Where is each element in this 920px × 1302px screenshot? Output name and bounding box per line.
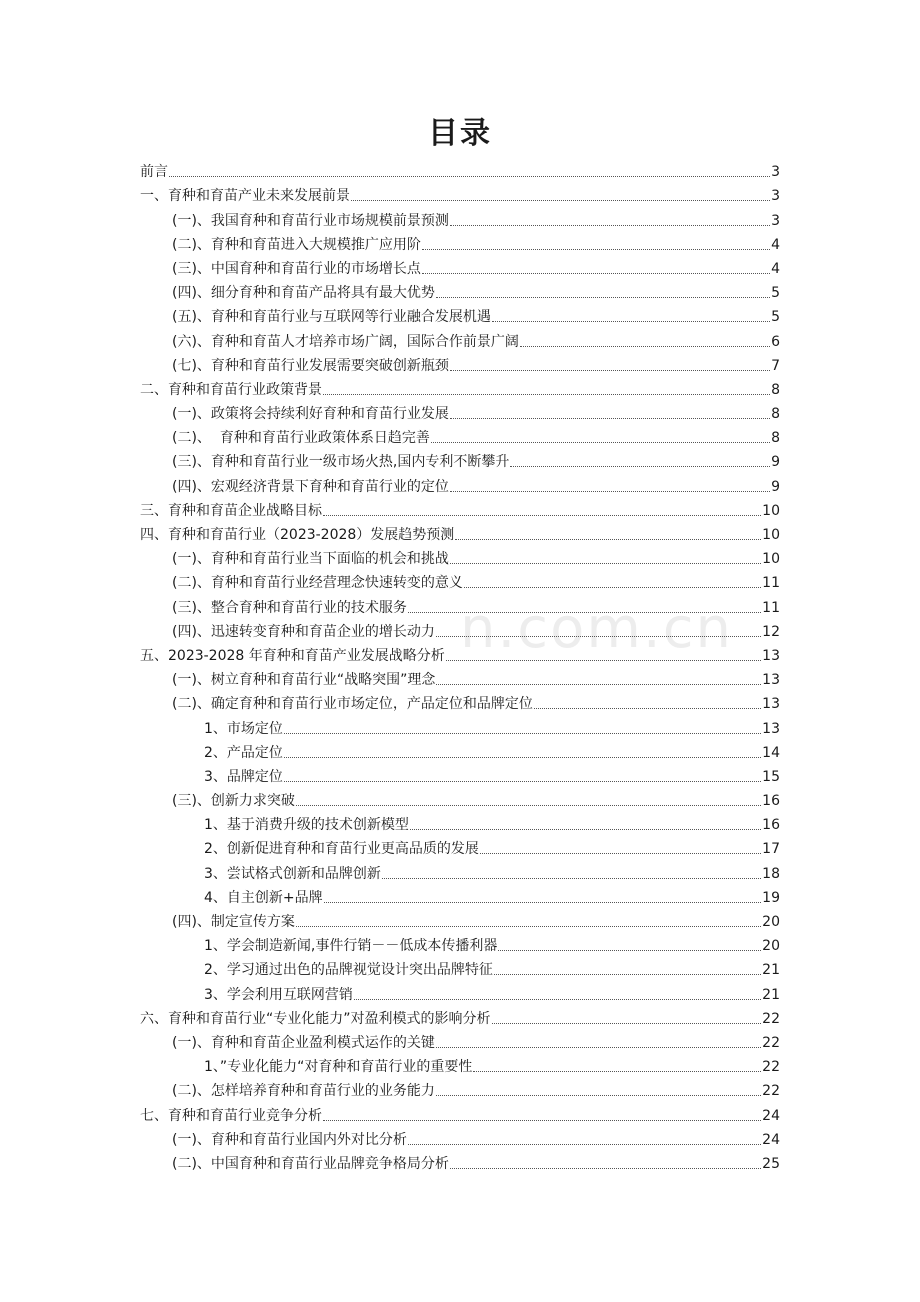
toc-entry[interactable]: [172, 617, 780, 641]
toc-entry[interactable]: [172, 1149, 780, 1173]
toc-entry-page-number: 17: [762, 841, 780, 858]
toc-dot-leader: [324, 901, 762, 903]
toc-entry-title: 1、基于消费升级的技术创新模型: [204, 817, 409, 834]
toc-dot-leader: [446, 659, 761, 661]
toc-entry-title: 2、创新促进育种和育苗行业更高品质的发展: [204, 841, 479, 858]
toc-entry-page-number: 13: [762, 696, 780, 713]
toc-entry-page-number: 3: [771, 212, 780, 229]
toc-dot-leader: [450, 224, 770, 226]
toc-entry-title: 2、产品定位: [204, 744, 283, 761]
toc-entry[interactable]: [172, 544, 780, 568]
toc-entry-page-number: 22: [762, 1059, 780, 1076]
toc-entry-page-number: 9: [771, 478, 780, 495]
toc-entry[interactable]: [140, 157, 780, 181]
toc-dot-leader: [450, 1167, 761, 1169]
toc-entry-page-number: 10: [762, 502, 780, 519]
toc-entry-title: (三)、育种和育苗行业一级市场火热,国内专利不断攀升: [172, 454, 510, 471]
toc-entry-page-number: 4: [771, 236, 780, 253]
toc-entry[interactable]: [204, 1052, 780, 1076]
toc-entry-title: (四)、宏观经济背景下育种和育苗行业的定位: [172, 478, 449, 495]
toc-entry-title: (一)、政策将会持续利好育种和育苗行业发展: [172, 406, 449, 423]
toc-entry-title: (三)、创新力求突破: [172, 793, 295, 810]
toc-entry-page-number: 6: [771, 333, 780, 350]
toc-entry-page-number: 21: [762, 962, 780, 979]
toc-entry[interactable]: [140, 641, 780, 665]
toc-entry-page-number: 8: [771, 430, 780, 447]
toc-entry-title: (二)、确定育种和育苗行业市场定位，产品定位和品牌定位: [172, 696, 533, 713]
toc-entry[interactable]: [204, 858, 780, 882]
toc-entry[interactable]: [140, 375, 780, 399]
toc-dot-leader: [296, 804, 761, 806]
toc-dot-leader: [323, 514, 761, 516]
toc-entry-title: (二)、 育种和育苗行业政策体系日趋完善: [172, 430, 430, 447]
toc-entry[interactable]: [172, 399, 780, 423]
toc-entry[interactable]: [172, 302, 780, 326]
toc-entry-title: 2、学习通过出色的品牌视觉设计突出品牌特征: [204, 962, 493, 979]
toc-entry-page-number: 14: [762, 744, 780, 761]
toc-dot-leader: [492, 1022, 762, 1024]
toc-dot-leader: [422, 248, 770, 250]
toc-entry[interactable]: [204, 883, 780, 907]
toc-entry-page-number: 10: [762, 551, 780, 568]
toc-entry[interactable]: [172, 592, 780, 616]
toc-entry-title: (一)、育种和育苗企业盈利模式运作的关键: [172, 1034, 435, 1051]
toc-entry[interactable]: [204, 810, 780, 834]
toc-entry-title: 三、育种和育苗企业战略目标: [140, 502, 322, 519]
toc-entry-page-number: 24: [762, 1131, 780, 1148]
toc-entry[interactable]: [204, 955, 780, 979]
toc-entry-title: 六、育种和育苗行业“专业化能力”对盈利模式的影响分析: [140, 1010, 491, 1027]
toc-entry-title: 七、育种和育苗行业竞争分析: [140, 1107, 322, 1124]
toc-entry-title: 1、学会制造新闻,事件行销－－低成本传播利器: [204, 938, 498, 955]
toc-entry-title: (三)、整合育种和育苗行业的技术服务: [172, 599, 407, 616]
toc-dot-leader: [431, 441, 770, 443]
toc-dot-leader: [520, 345, 770, 347]
toc-entry[interactable]: [140, 1100, 780, 1124]
toc-dot-leader: [354, 998, 761, 1000]
toc-entry-page-number: 8: [771, 381, 780, 398]
toc-dot-leader: [473, 1070, 761, 1072]
toc-entry-page-number: 13: [762, 720, 780, 737]
toc-dot-leader: [436, 1046, 761, 1048]
toc-dot-leader: [450, 562, 761, 564]
toc-dot-leader: [450, 369, 770, 371]
toc-entry-title: (四)、迅速转变育种和育苗企业的增长动力: [172, 623, 435, 640]
toc-entry-page-number: 22: [762, 1083, 780, 1100]
toc-dot-leader: [498, 949, 761, 951]
toc-entry-title: 前言: [140, 164, 168, 181]
toc-entry[interactable]: [140, 496, 780, 520]
toc-entry[interactable]: [172, 351, 780, 375]
toc-entry-page-number: 24: [762, 1107, 780, 1124]
toc-dot-leader: [450, 417, 770, 419]
toc-entry[interactable]: [172, 471, 780, 495]
toc-entry-title: (六)、育种和育苗人才培养市场广阔，国际合作前景广阔: [172, 333, 519, 350]
toc-dot-leader: [284, 780, 761, 782]
toc-entry-title: 3、品牌定位: [204, 768, 283, 785]
toc-entry[interactable]: [172, 665, 780, 689]
toc-entry[interactable]: [172, 907, 780, 931]
toc-entry[interactable]: [172, 447, 780, 471]
toc-dot-leader: [323, 1119, 761, 1121]
toc-dot-leader: [296, 925, 761, 927]
toc-entry[interactable]: [204, 834, 780, 858]
toc-dot-leader: [422, 272, 770, 274]
toc-entry-page-number: 11: [762, 575, 780, 592]
toc-entry[interactable]: [172, 1076, 780, 1100]
toc-dot-leader: [284, 732, 761, 734]
toc-entry[interactable]: [204, 979, 780, 1003]
toc-dot-leader: [382, 877, 761, 879]
toc-entry-page-number: 21: [762, 986, 780, 1003]
toc-dot-leader: [410, 828, 761, 830]
toc-entry[interactable]: [172, 689, 780, 713]
toc-entry[interactable]: [204, 713, 780, 737]
toc-dot-leader: [510, 465, 770, 467]
toc-entry-title: (一)、育种和育苗行业当下面临的机会和挑战: [172, 551, 449, 568]
toc-entry[interactable]: [172, 1125, 780, 1149]
toc-entry[interactable]: [140, 520, 780, 544]
toc-dot-leader: [408, 1143, 761, 1145]
toc-entry-page-number: 9: [771, 454, 780, 471]
toc-entry[interactable]: [140, 181, 780, 205]
toc-dot-leader: [284, 756, 761, 758]
toc-entry-title: 五、2023-2028 年育种和育苗产业发展战略分析: [140, 647, 445, 664]
toc-entry-title: (一)、育种和育苗行业国内外对比分析: [172, 1131, 407, 1148]
toc-entry[interactable]: [172, 786, 780, 810]
toc-dot-leader: [436, 635, 761, 637]
toc-dot-leader: [455, 538, 761, 540]
toc-entry-page-number: 3: [771, 164, 780, 181]
toc-entry-page-number: 20: [762, 938, 780, 955]
toc-dot-leader: [436, 296, 770, 298]
toc-entry[interactable]: [172, 205, 780, 229]
toc-entry-title: 1、”专业化能力“对育种和育苗行业的重要性: [204, 1059, 473, 1076]
toc-entry[interactable]: [172, 326, 780, 350]
toc-dot-leader: [494, 973, 761, 975]
toc-dot-leader: [323, 393, 770, 395]
toc-entry-page-number: 22: [762, 1010, 780, 1027]
toc-entry-page-number: 16: [762, 793, 780, 810]
toc-entry-page-number: 22: [762, 1034, 780, 1051]
toc-entry-title: 二、育种和育苗行业政策背景: [140, 381, 322, 398]
toc-dot-leader: [492, 320, 770, 322]
page-title: 目录: [428, 116, 492, 151]
toc-dot-leader: [464, 586, 761, 588]
toc-entry-page-number: 4: [771, 260, 780, 277]
toc-entry-page-number: 13: [762, 647, 780, 664]
toc-entry[interactable]: [172, 568, 780, 592]
toc-entry-page-number: 19: [762, 889, 780, 906]
toc-entry[interactable]: [204, 931, 780, 955]
toc-entry-title: 1、市场定位: [204, 720, 283, 737]
toc-entry-title: (七)、育种和育苗行业发展需要突破创新瓶颈: [172, 357, 449, 374]
toc-entry-page-number: 5: [771, 309, 780, 326]
toc-entry-title: 3、学会利用互联网营销: [204, 986, 353, 1003]
toc-entry[interactable]: [172, 254, 780, 278]
toc-entry[interactable]: [172, 423, 780, 447]
toc-entry-page-number: 20: [762, 914, 780, 930]
toc-entry-page-number: 7: [771, 357, 780, 374]
toc-entry[interactable]: [172, 230, 780, 254]
toc-entry-page-number: 15: [762, 768, 780, 785]
toc-entry-page-number: 10: [762, 527, 780, 543]
toc-entry[interactable]: [140, 1004, 780, 1028]
toc-dot-leader: [436, 1094, 761, 1096]
toc-entry-page-number: 18: [762, 865, 780, 882]
toc-dot-leader: [408, 611, 761, 613]
toc-entry-page-number: 13: [762, 672, 780, 689]
toc-entry[interactable]: [204, 738, 780, 762]
toc-entry-page-number: 3: [771, 188, 780, 205]
watermark: n.com.cn: [460, 596, 733, 661]
toc-entry-title: 四、育种和育苗行业（2023-2028）发展趋势预测: [140, 527, 455, 543]
toc-entry-title: (三)、中国育种和育苗行业的市场增长点: [172, 260, 421, 277]
toc-entry[interactable]: [204, 762, 780, 786]
toc-entry-page-number: 16: [762, 817, 780, 834]
toc-entry-title: 4、自主创新+品牌: [204, 889, 323, 906]
toc-dot-leader: [534, 707, 761, 709]
toc-entry-title: (二)、育种和育苗进入大规模推广应用阶: [172, 236, 421, 253]
toc-entry-title: (二)、怎样培养育种和育苗行业的业务能力: [172, 1083, 435, 1100]
toc-entry-page-number: 8: [771, 406, 780, 423]
toc-entry-title: (五)、育种和育苗行业与互联网等行业融合发展机遇: [172, 309, 491, 326]
toc-entry-title: (一)、我国育种和育苗行业市场规模前景预测: [172, 212, 449, 229]
toc-entry-page-number: 12: [762, 623, 780, 640]
toc-entry-title: 一、育种和育苗产业未来发展前景: [140, 188, 350, 205]
toc-dot-leader: [450, 490, 770, 492]
toc-dot-leader: [169, 175, 770, 177]
toc-entry-page-number: 25: [762, 1155, 780, 1172]
toc-entry[interactable]: [172, 278, 780, 302]
toc-entry-title: (二)、育种和育苗行业经营理念快速转变的意义: [172, 575, 463, 592]
toc-entry-title: (二)、中国育种和育苗行业品牌竞争格局分析: [172, 1155, 449, 1172]
toc-entry-page-number: 11: [762, 599, 780, 616]
toc-entry-title: (四)、制定宣传方案: [172, 914, 295, 930]
toc-dot-leader: [436, 683, 761, 685]
toc-entry-title: (四)、细分育种和育苗产品将具有最大优势: [172, 285, 435, 302]
toc-entry[interactable]: [172, 1028, 780, 1052]
toc-dot-leader: [351, 199, 770, 201]
toc-entry-title: 3、尝试格式创新和品牌创新: [204, 865, 381, 882]
toc-entry-page-number: 5: [771, 285, 780, 302]
table-of-contents: [0, 157, 920, 1173]
toc-dot-leader: [480, 852, 761, 854]
toc-entry-title: (一)、树立育种和育苗行业“战略突围”理念: [172, 672, 436, 689]
